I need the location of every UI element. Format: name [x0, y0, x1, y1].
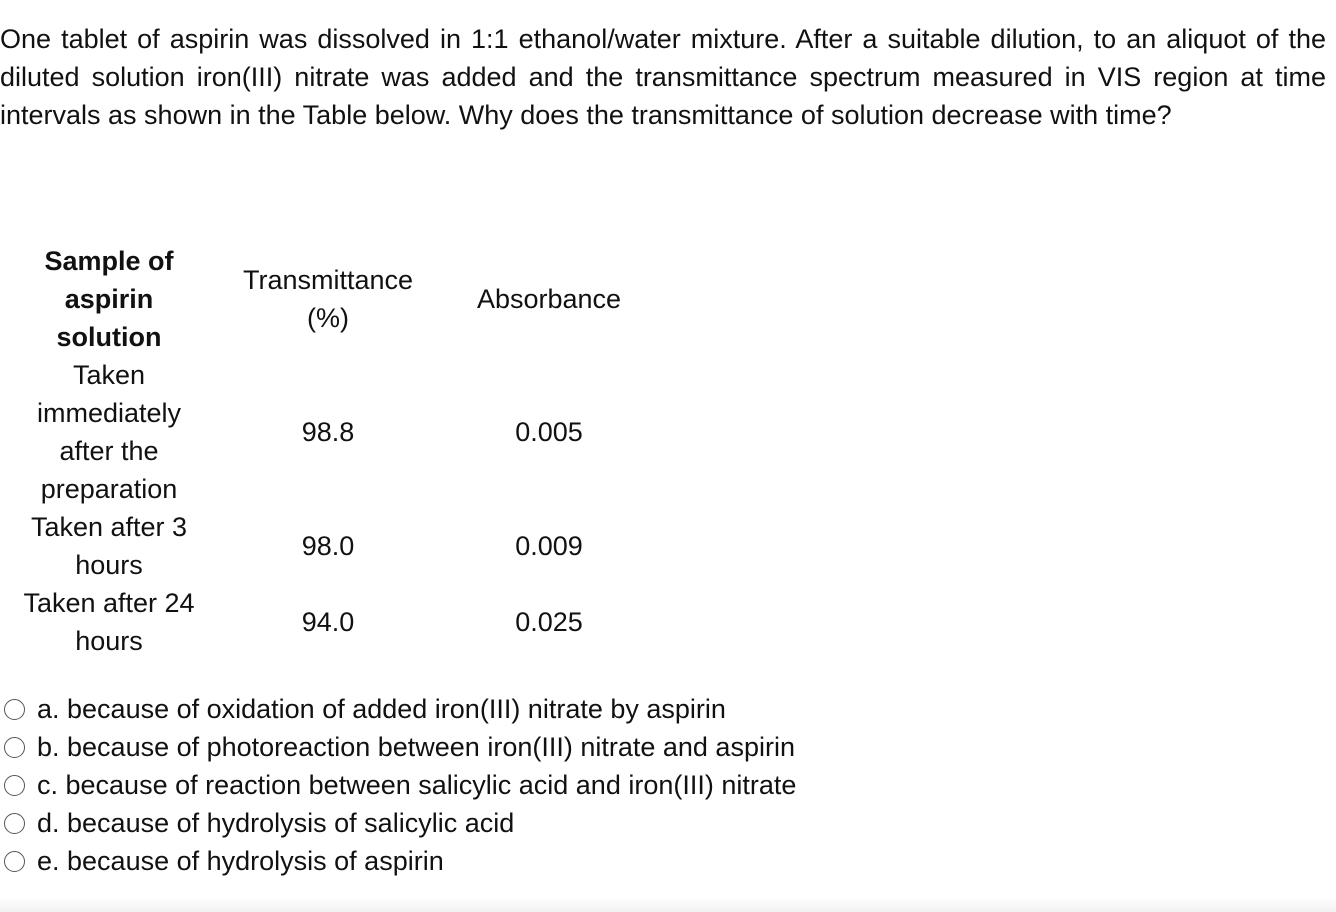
transmittance-cell: 98.0 [301, 531, 355, 561]
header-sample-line: aspirin [64, 284, 154, 314]
answer-options [4, 690, 796, 880]
question-text: One tablet of aspirin was dissolved in 1:1 ethanol/water mixture. After a suitable dilution, to an aliquot of the diluted solution iron(III) nitrate was added and the transmittance spectrum measured in VIS region at time intervals as shown in the Table below. Why does the transmittance of solution decrease with time? [0, 24, 1326, 130]
option-label-d: d. because of hydrolysis of salicylic acid [37, 808, 515, 838]
table-row [0, 508, 660, 584]
option-a[interactable] [4, 690, 796, 728]
option-d[interactable] [4, 804, 796, 842]
sample-line: Taken after 24 [23, 588, 195, 618]
sample-line: Taken [72, 360, 146, 390]
sample-line: preparation [40, 474, 178, 504]
radio-button-a[interactable] [4, 699, 25, 720]
radio-button-b[interactable] [4, 737, 25, 758]
transmittance-cell: 94.0 [301, 607, 355, 637]
absorbance-cell: 0.009 [515, 531, 583, 561]
table-header-row [0, 242, 660, 356]
header-transmittance-line: (%) [307, 303, 349, 333]
absorbance-cell: 0.025 [515, 607, 583, 637]
option-label-e: e. because of hydrolysis of aspirin [37, 846, 444, 876]
sample-line: hours [75, 626, 143, 656]
table-row [0, 584, 660, 660]
header-sample [0, 242, 218, 356]
header-transmittance-line: Transmittance [242, 265, 414, 295]
sample-cell [0, 584, 218, 660]
header-sample-line: solution [56, 322, 162, 352]
radio-button-c[interactable] [4, 775, 25, 796]
sample-line: immediately [36, 398, 182, 428]
sample-line: Taken after 3 [30, 512, 188, 542]
option-e[interactable] [4, 842, 796, 880]
page-bottom-edge [0, 898, 1336, 912]
option-c[interactable] [4, 766, 796, 804]
sample-cell [0, 508, 218, 584]
header-sample-line: Sample of [44, 246, 174, 276]
option-label-a: a. because of oxidation of added iron(III) nitrate by aspirin [37, 694, 726, 724]
option-label-c: c. because of reaction between salicylic acid and iron(III) nitrate [37, 770, 797, 800]
table-row [0, 356, 660, 508]
option-label-b: b. because of photoreaction between iron(III) nitrate and aspirin [37, 732, 795, 762]
option-b[interactable] [4, 728, 796, 766]
radio-button-e[interactable] [4, 851, 25, 872]
sample-cell [0, 356, 218, 508]
absorbance-cell: 0.005 [515, 417, 583, 447]
sample-line: after the [59, 436, 159, 466]
header-transmittance [218, 242, 438, 356]
radio-button-d[interactable] [4, 813, 25, 834]
results-table [0, 242, 660, 660]
transmittance-cell: 98.8 [301, 417, 355, 447]
sample-line: hours [75, 550, 143, 580]
header-absorbance: Absorbance [476, 284, 622, 314]
